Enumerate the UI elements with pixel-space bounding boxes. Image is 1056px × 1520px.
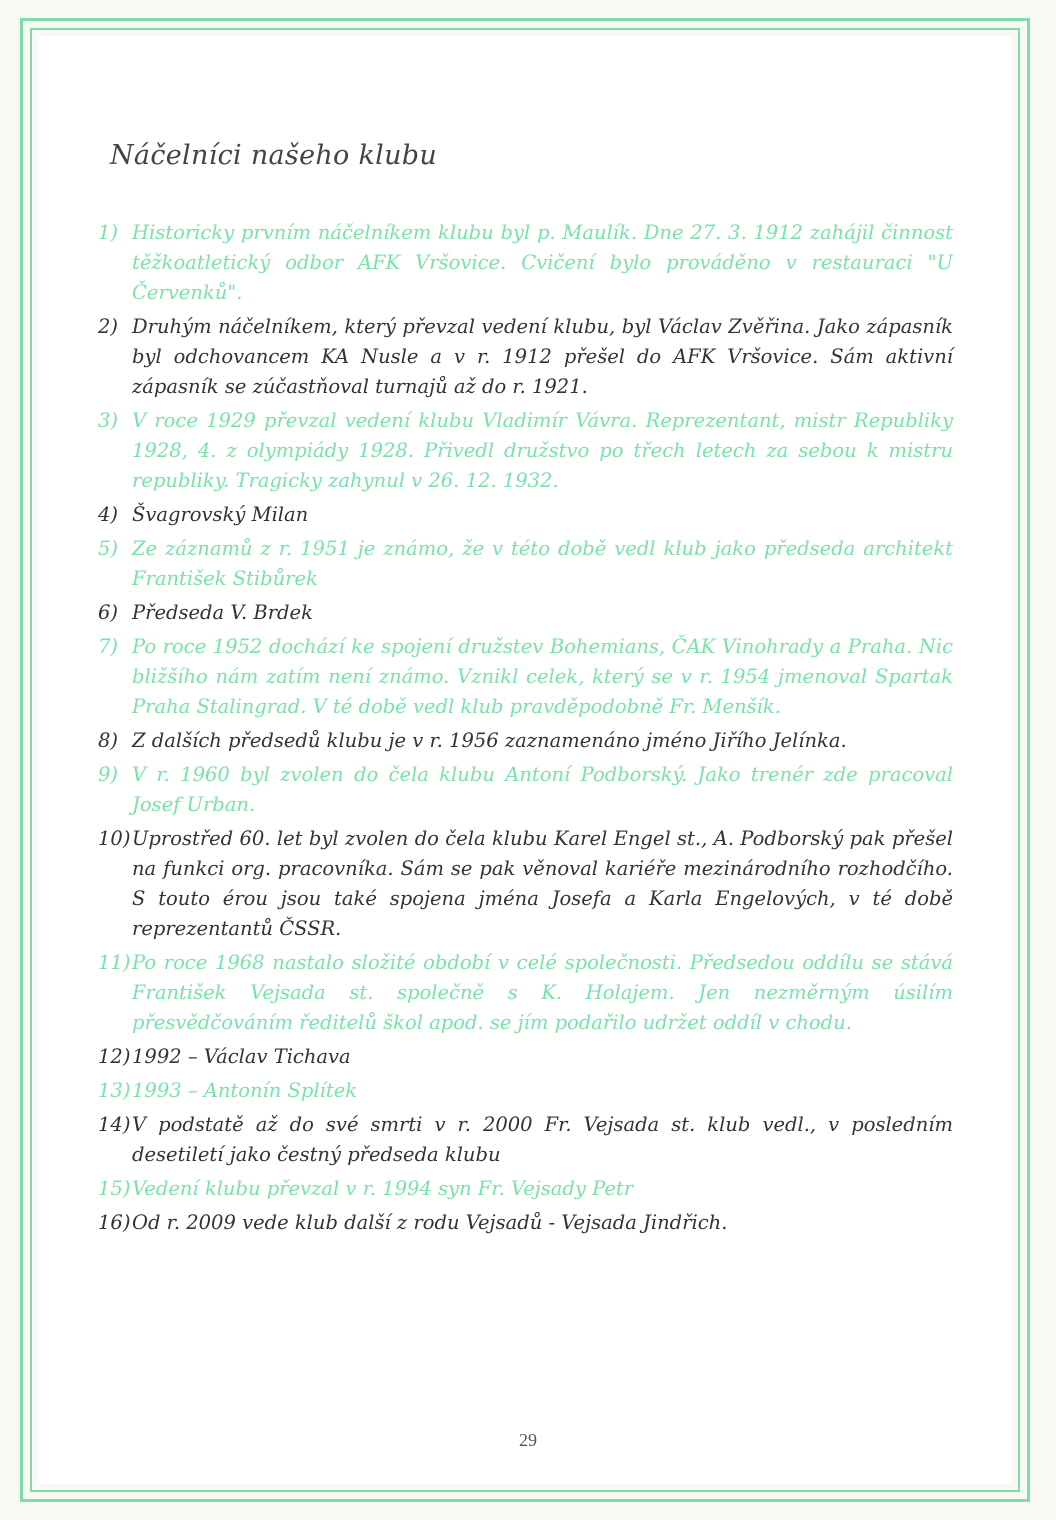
item-number: 8)	[98, 729, 119, 752]
item-text: V podstatě až do své smrti v r. 2000 Fr. Vejsada st. klub vedl., v posledním desetiletí jako čestný předseda klubu	[132, 1113, 953, 1166]
list-item	[98, 312, 953, 402]
page-number: 29	[519, 1430, 537, 1450]
list-item	[98, 760, 953, 820]
page-title: Náčelníci našeho klubu	[110, 140, 438, 171]
item-text: Historicky prvním náčelníkem klubu byl p. Maulík. Dne 27. 3. 1912 zahájil činnost těžkoatletický odbor AFK Vršovice. Cvičení bylo prováděno v restauraci "U Červenků".	[132, 221, 953, 304]
list-item	[98, 632, 953, 722]
list-item	[98, 1174, 953, 1204]
item-number: 6)	[98, 601, 119, 624]
item-text: Z dalších předsedů klubu je v r. 1956 zaznamenáno jméno Jiřího Jelínka.	[132, 729, 847, 752]
item-text: Od r. 2009 vede klub další z rodu Vejsadů - Vejsada Jindřich.	[132, 1211, 728, 1234]
item-text: Uprostřed 60. let byl zvolen do čela klubu Karel Engel st., A. Podborský pak přešel na funkci org. pracovníka. Sám se pak věnoval kariéře mezinárodního rozhodčího. S touto érou jsou také spojena jména Josefa a Karla Engelových, v té době reprezentantů ČSSR.	[132, 827, 953, 940]
item-text: V r. 1960 byl zvolen do čela klubu Antoní Podborský. Jako trenér zde pracoval Josef Urban.	[132, 763, 953, 816]
item-text: Ze záznamů z r. 1951 je známo, že v této době vedl klub jako předseda architekt František Stibůrek	[132, 537, 953, 590]
list-item	[98, 598, 953, 628]
item-text: Vedení klubu převzal v r. 1994 syn Fr. Vejsady Petr	[132, 1177, 634, 1200]
item-text: Švagrovský Milan	[132, 503, 309, 526]
item-number: 15)	[98, 1177, 131, 1200]
item-number: 12)	[98, 1045, 131, 1068]
item-text: Druhým náčelníkem, který převzal vedení klubu, byl Václav Zvěřina. Jako zápasník byl odchovancem KA Nusle a v r. 1912 přešel do AFK Vršovice. Sám aktivní zápasník se zúčastňoval turnajů až do r. 1921.	[132, 315, 953, 398]
list-item	[98, 534, 953, 594]
item-number: 9)	[98, 763, 119, 786]
list-item	[98, 1076, 953, 1106]
list-item	[98, 218, 953, 308]
item-text: Po roce 1952 dochází ke spojení družstev Bohemians, ČAK Vinohrady a Praha. Nic bližšího nám zatím není známo. Vznikl celek, který se v r. 1954 jmenoval Spartak Praha Stalingrad. V té době vedl klub pravděpodobně Fr. Menšík.	[132, 635, 953, 718]
item-text: 1992 – Václav Tichava	[132, 1045, 351, 1068]
item-number: 13)	[98, 1079, 131, 1102]
list-item	[98, 1042, 953, 1072]
item-text: V roce 1929 převzal vedení klubu Vladimír Vávra. Reprezentant, mistr Republiky 1928, 4. z olympiády 1928. Přivedl družstvo po třech letech za sebou k mistru republiky. Tragicky zahynul v 26. 12. 1932.	[132, 409, 953, 492]
chiefs-list	[98, 218, 953, 1242]
item-text: Předseda V. Brdek	[132, 601, 313, 624]
list-item	[98, 1110, 953, 1170]
item-number: 14)	[98, 1113, 131, 1136]
item-number: 4)	[98, 503, 119, 526]
item-number: 2)	[98, 315, 119, 338]
item-text: 1993 – Antonín Splítek	[132, 1079, 358, 1102]
item-number: 3)	[98, 409, 119, 432]
item-text: Po roce 1968 nastalo složité období v celé společnosti. Předsedou oddílu se stává František Vejsada st. společně s K. Holajem. Jen nezměrným úsilím přesvědčováním ředitelů škol apod. se jím podařilo udržet oddíl v chodu.	[132, 951, 953, 1034]
item-number: 10)	[98, 827, 131, 850]
item-number: 5)	[98, 537, 119, 560]
list-item	[98, 500, 953, 530]
item-number: 11)	[98, 951, 131, 974]
list-item	[98, 824, 953, 944]
list-item	[98, 406, 953, 496]
list-item	[98, 726, 953, 756]
item-number: 7)	[98, 635, 119, 658]
list-item	[98, 1208, 953, 1238]
list-item	[98, 948, 953, 1038]
item-number: 16)	[98, 1211, 131, 1234]
item-number: 1)	[98, 221, 119, 244]
